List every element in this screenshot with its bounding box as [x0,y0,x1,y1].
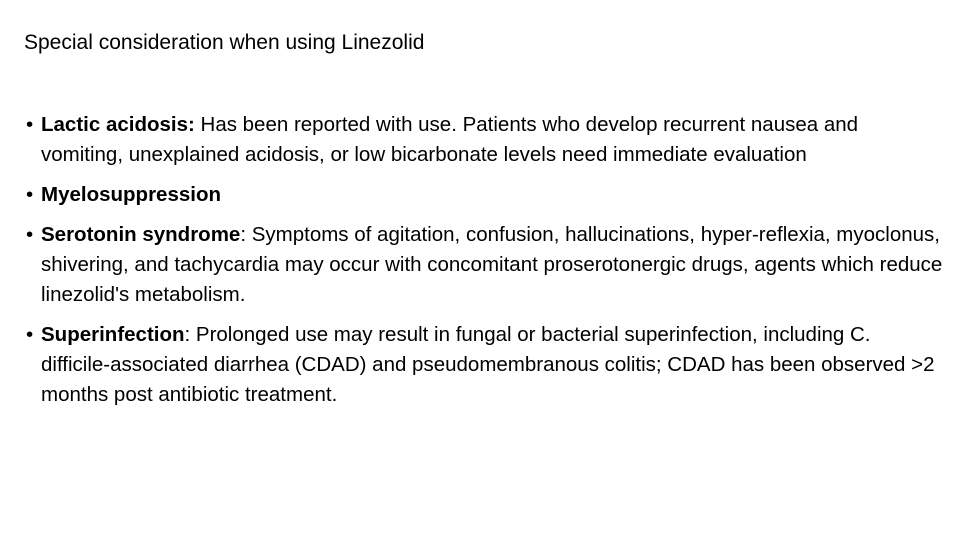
bullet-text: Has been reported with use. Patients who develop recurrent nausea and vomiting, unexplained acidosis, or low bicarbonate levels need immediate evaluation [41,113,859,166]
bullet-item-lactic-acidosis [24,110,944,170]
slide-title: Special consideration when using Linezolid [24,31,425,54]
bullet-term: Myelosuppression [41,183,221,206]
bullet-dot-icon: • [26,223,34,246]
bullet-term: Superinfection [41,323,185,346]
bullet-text: : Symptoms of agitation, confusion, hallucinations, hyper-reflexia, myoclonus, shivering, and tachycardia may occur with concomitant proserotonergic drugs, agents which reduce linezolid's metabolism. [41,223,943,306]
bullet-dot-icon: • [26,183,34,206]
bullet-dot-icon: • [26,323,34,346]
bullet-item-serotonin-syndrome [24,220,944,310]
bullet-text: : Prolonged use may result in fungal or bacterial superinfection, including C. difficile-associated diarrhea (CDAD) and pseudomembranous colitis; CDAD has been observed >2 months post antibiotic treatment. [41,323,935,406]
bullet-term: Lactic acidosis: [41,113,195,136]
bullet-item-myelosuppression [24,180,944,210]
bullet-list [24,110,944,420]
bullet-item-superinfection [24,320,944,410]
bullet-term: Serotonin syndrome [41,223,241,246]
bullet-dot-icon: • [26,113,34,136]
